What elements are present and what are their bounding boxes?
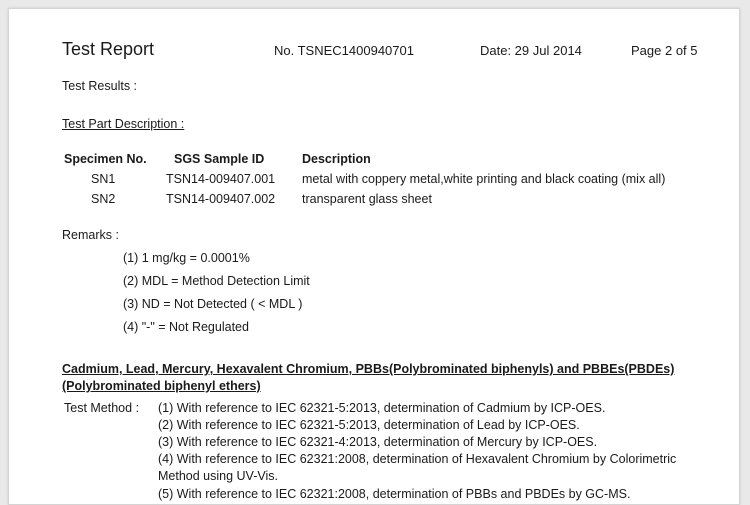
test-method-item: (1) With reference to IEC 62321-5:2013, determination of Cadmium by ICP-OES. — [158, 401, 606, 415]
page-number: Page 2 of 5 — [631, 43, 698, 58]
cell-description: transparent glass sheet — [302, 192, 432, 206]
report-page — [8, 8, 740, 505]
test-method-item: (2) With reference to IEC 62321-5:2013, determination of Lead by ICP-OES. — [158, 418, 580, 432]
remark-item: (1) 1 mg/kg = 0.0001% — [123, 251, 250, 265]
test-method-item-continued: Method using UV-Vis. — [158, 469, 278, 483]
col-header-sgs-sample-id: SGS Sample ID — [174, 152, 265, 166]
section-title-continued: (Polybrominated biphenyl ethers) — [62, 379, 261, 393]
cell-specimen-no: SN1 — [91, 172, 116, 186]
test-part-description-label: Test Part Description : — [62, 117, 185, 131]
test-results-label: Test Results : — [62, 79, 138, 93]
report-number: No. TSNEC1400940701 — [274, 43, 414, 58]
remark-item: (4) "-" = Not Regulated — [123, 320, 249, 334]
remarks-label: Remarks : — [62, 228, 119, 242]
report-date: Date: 29 Jul 2014 — [480, 43, 582, 58]
cell-sample-id: TSN14-009407.001 — [166, 172, 276, 186]
section-title: Cadmium, Lead, Mercury, Hexavalent Chromium, PBBs(Polybrominated biphenyls) and PBBEs(PBDEs) — [62, 362, 675, 376]
cell-specimen-no: SN2 — [91, 192, 116, 206]
remark-item: (3) ND = Not Detected ( < MDL ) — [123, 297, 303, 311]
col-header-specimen-no: Specimen No. — [64, 152, 147, 166]
test-method-item: (4) With reference to IEC 62321:2008, determination of Hexavalent Chromium by Colorimetric — [158, 452, 677, 466]
test-method-label: Test Method : — [64, 401, 140, 415]
cell-description: metal with coppery metal,white printing and black coating (mix all) — [302, 172, 666, 186]
cell-sample-id: TSN14-009407.002 — [166, 192, 276, 206]
test-method-item: (3) With reference to IEC 62321-4:2013, determination of Mercury by ICP-OES. — [158, 435, 598, 449]
col-header-description: Description — [302, 152, 371, 166]
remark-item: (2) MDL = Method Detection Limit — [123, 274, 310, 288]
test-method-item: (5) With reference to IEC 62321:2008, determination of PBBs and PBDEs by GC-MS. — [158, 487, 631, 501]
report-title: Test Report — [62, 39, 155, 59]
